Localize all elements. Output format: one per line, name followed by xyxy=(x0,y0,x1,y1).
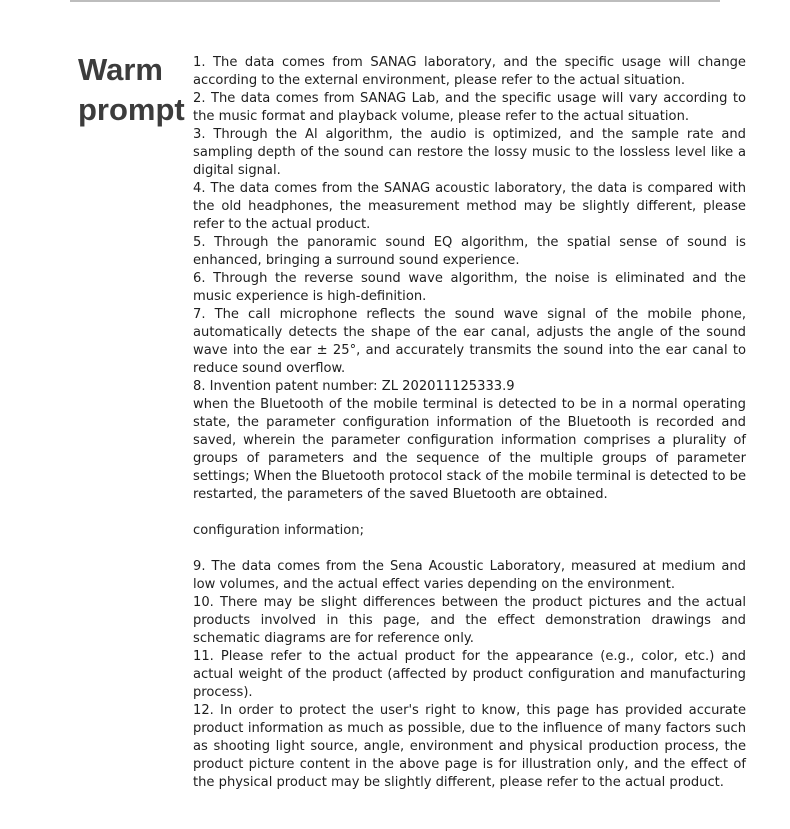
note-5: 5. Through the panoramic sound EQ algorithm, the spatial sense of sound is enhanced, bringing a surround sound experience. xyxy=(193,235,746,268)
note-2: 2. The data comes from SANAG Lab, and the specific usage will vary according to the music format and playback volume, please refer to the actual situation. xyxy=(193,91,746,124)
note-7: 7. The call microphone reflects the sound wave signal of the mobile phone, automatically detects the shape of the ear canal, adjusts the angle of the sound wave into the ear ± 25°, and accurately transmits the sound into the ear canal to reduce sound overflow. xyxy=(193,307,746,376)
top-divider xyxy=(70,0,720,2)
note-9: 9. The data comes from the Sena Acoustic Laboratory, measured at medium and low volumes, and the actual effect varies depending on the environment. xyxy=(193,559,746,592)
note-10: 10. There may be slight differences between the product pictures and the actual products involved in this page, and the effect demonstration drawings and schematic diagrams are for reference only. xyxy=(193,595,746,646)
note-4: 4. The data comes from the SANAG acoustic laboratory, the data is compared with the old headphones, the measurement method may be slightly different, please refer to the actual product. xyxy=(193,181,746,232)
note-3: 3. Through the Al algorithm, the audio is optimized, and the sample rate and sampling depth of the sound can restore the lossy music to the lossless level like a digital signal. xyxy=(193,127,746,178)
note-8: 8. Invention patent number: ZL 202011125333.9 xyxy=(193,379,515,394)
heading-line-1: Warm xyxy=(78,52,163,87)
configuration-info: configuration information; xyxy=(193,523,364,538)
heading-line-2: prompt xyxy=(78,92,185,127)
spacer xyxy=(193,504,746,522)
patent-description: when the Bluetooth of the mobile terminal is detected to be in a normal operating state, the parameter configuration information of the Bluetooth is recorded and saved, wherein the parameter configuration information comprises a plurality of groups of parameters and the sequence of the multiple groups of parameter settings; When the Bluetooth protocol stack of the mobile terminal is detected to be restarted, the parameters of the saved Bluetooth are obtained. xyxy=(193,397,746,502)
note-1: 1. The data comes from SANAG laboratory, and the specific usage will change according to the external environment, please refer to the actual situation. xyxy=(193,55,746,88)
note-6: 6. Through the reverse sound wave algorithm, the noise is eliminated and the music experience is high-definition. xyxy=(193,271,746,304)
notes-body xyxy=(193,54,746,792)
note-11: 11. Please refer to the actual product for the appearance (e.g., color, etc.) and actual weight of the product (affected by product configuration and manufacturing process). xyxy=(193,649,746,700)
section-heading xyxy=(78,50,188,130)
spacer xyxy=(193,540,746,558)
note-12: 12. In order to protect the user's right to know, this page has provided accurate product information as much as possible, due to the influence of many factors such as shooting light source, angle, environment and physical production process, the product picture content in the above page is for illustration only, and the effect of the physical product may be slightly different, please refer to the actual product. xyxy=(193,703,746,790)
